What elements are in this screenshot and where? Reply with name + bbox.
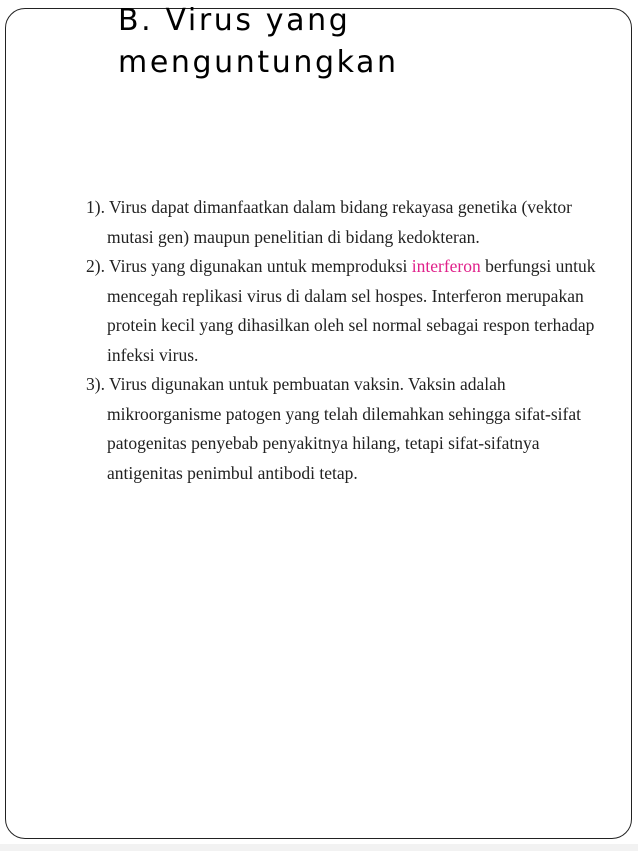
list-item-1-text: 1). Virus dapat dimanfaatkan dalam bidang rekayasa genetika (vektor mutasi gen) maupun penelitian di bidang kedokteran. (86, 197, 573, 247)
slide-title (118, 0, 598, 84)
content-list (86, 193, 606, 488)
title-line-1: B. Virus yang (118, 3, 351, 38)
list-item-3 (86, 370, 606, 488)
title-line-2: menguntungkan (118, 45, 399, 80)
interferon-highlight: interferon (411, 256, 481, 276)
list-item-1 (86, 193, 606, 252)
list-item-3-text: 3). Virus digunakan untuk pembuatan vaksin. Vaksin adalah mikroorganisme patogen yang telah dilemahkan sehingga sifat-sifat patogenitas penyebab penyakitnya hilang, tetapi sifat-sifatnya antigenitas penimbul antibodi tetap. (86, 374, 581, 483)
list-item-2-text-before: 2). Virus yang digunakan untuk memproduksi (86, 256, 412, 276)
bottom-strip (0, 844, 638, 851)
list-item-2 (86, 252, 606, 370)
list-item-2-text-after: berfungsi untuk mencegah replikasi virus di dalam sel hospes. Interferon merupakan protein kecil yang dihasilkan oleh sel normal sebagai respon terhadap infeksi virus. (107, 256, 596, 365)
